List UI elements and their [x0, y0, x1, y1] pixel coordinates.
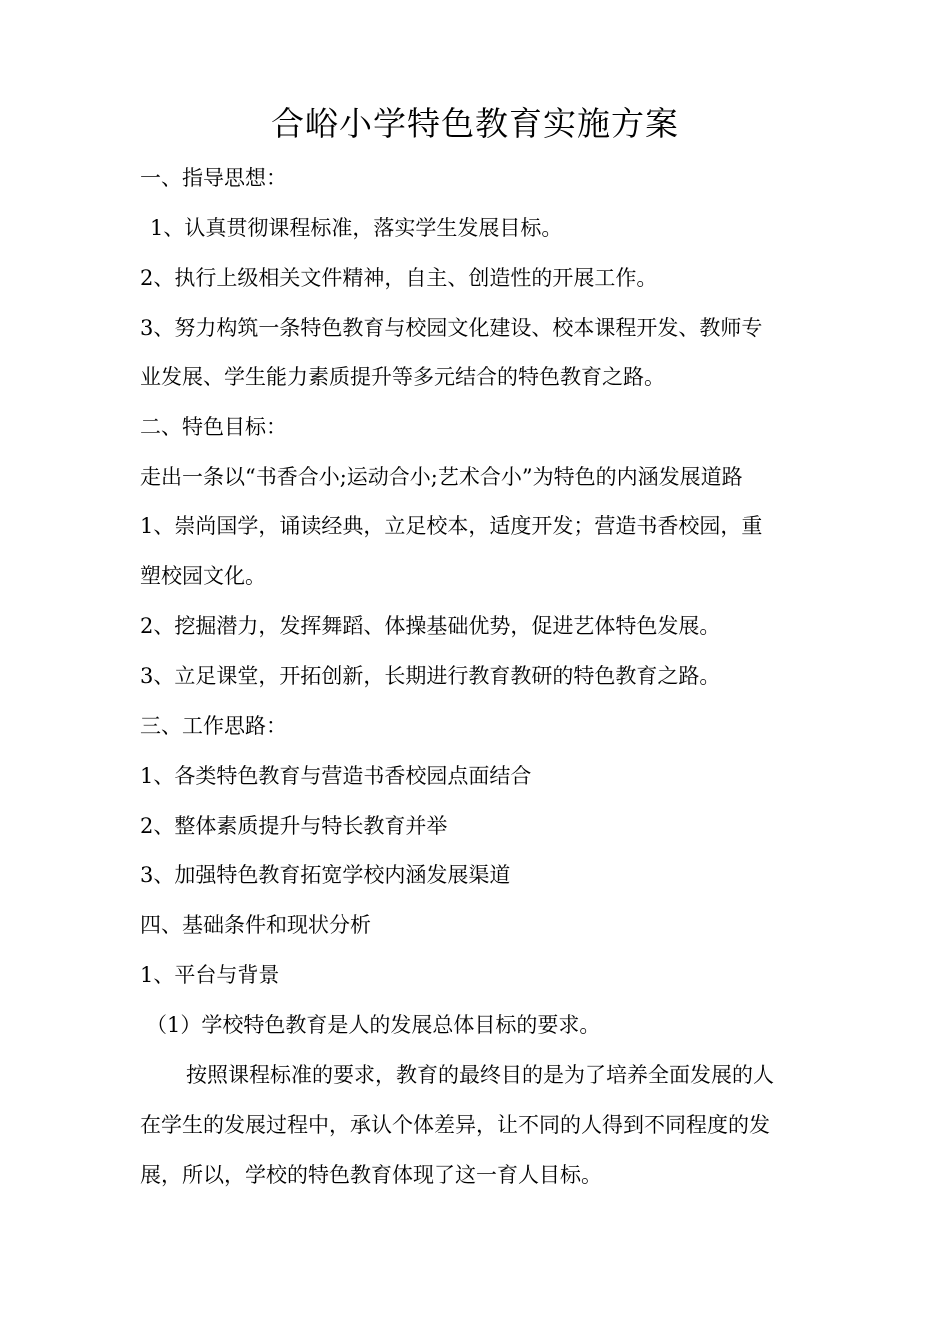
- section-heading-basic-conditions: 四、基础条件和现状分析: [140, 913, 371, 937]
- paragraph-line: （1）学校特色教育是人的发展总体目标的要求。: [146, 1013, 601, 1037]
- paragraph-line: 塑校园文化。: [140, 564, 266, 588]
- paragraph-line: 业发展、学生能力素质提升等多元结合的特色教育之路。: [140, 365, 665, 389]
- paragraph-line: 3、立足课堂，开拓创新，长期进行教育教研的特色教育之路。: [140, 664, 721, 688]
- paragraph-line: 3、努力构筑一条特色教育与校园文化建设、校本课程开发、教师专: [140, 316, 763, 340]
- paragraph-line: 走出一条以“书香合小;运动合小;艺术合小”为特色的内涵发展道路: [140, 465, 743, 489]
- paragraph-line: 1、认真贯彻课程标准，落实学生发展目标。: [150, 216, 563, 240]
- document-title: 合峪小学特色教育实施方案: [271, 104, 679, 143]
- paragraph-line: 展，所以，学校的特色教育体现了这一育人目标。: [140, 1163, 602, 1187]
- paragraph-line: 按照课程标准的要求，教育的最终目的是为了培养全面发展的人: [186, 1063, 774, 1087]
- section-heading-work-ideas: 三、工作思路：: [140, 714, 287, 738]
- section-heading-guiding-thought: 一、指导思想：: [140, 166, 287, 190]
- paragraph-line: 3、加强特色教育拓宽学校内涵发展渠道: [140, 863, 511, 887]
- paragraph-line: 2、整体素质提升与特长教育并举: [140, 814, 448, 838]
- paragraph-line: 在学生的发展过程中，承认个体差异，让不同的人得到不同程度的发: [140, 1113, 770, 1137]
- paragraph-line: 1、崇尚国学，诵读经典，立足校本，适度开发；营造书香校园，重: [140, 514, 763, 538]
- paragraph-line: 1、各类特色教育与营造书香校园点面结合: [140, 764, 532, 788]
- paragraph-line: 2、挖掘潜力，发挥舞蹈、体操基础优势，促进艺体特色发展。: [140, 614, 721, 638]
- paragraph-line: 1、平台与背景: [140, 963, 280, 987]
- paragraph-line: 2、执行上级相关文件精神，自主、创造性的开展工作。: [140, 266, 658, 290]
- section-heading-special-goals: 二、特色目标：: [140, 415, 287, 439]
